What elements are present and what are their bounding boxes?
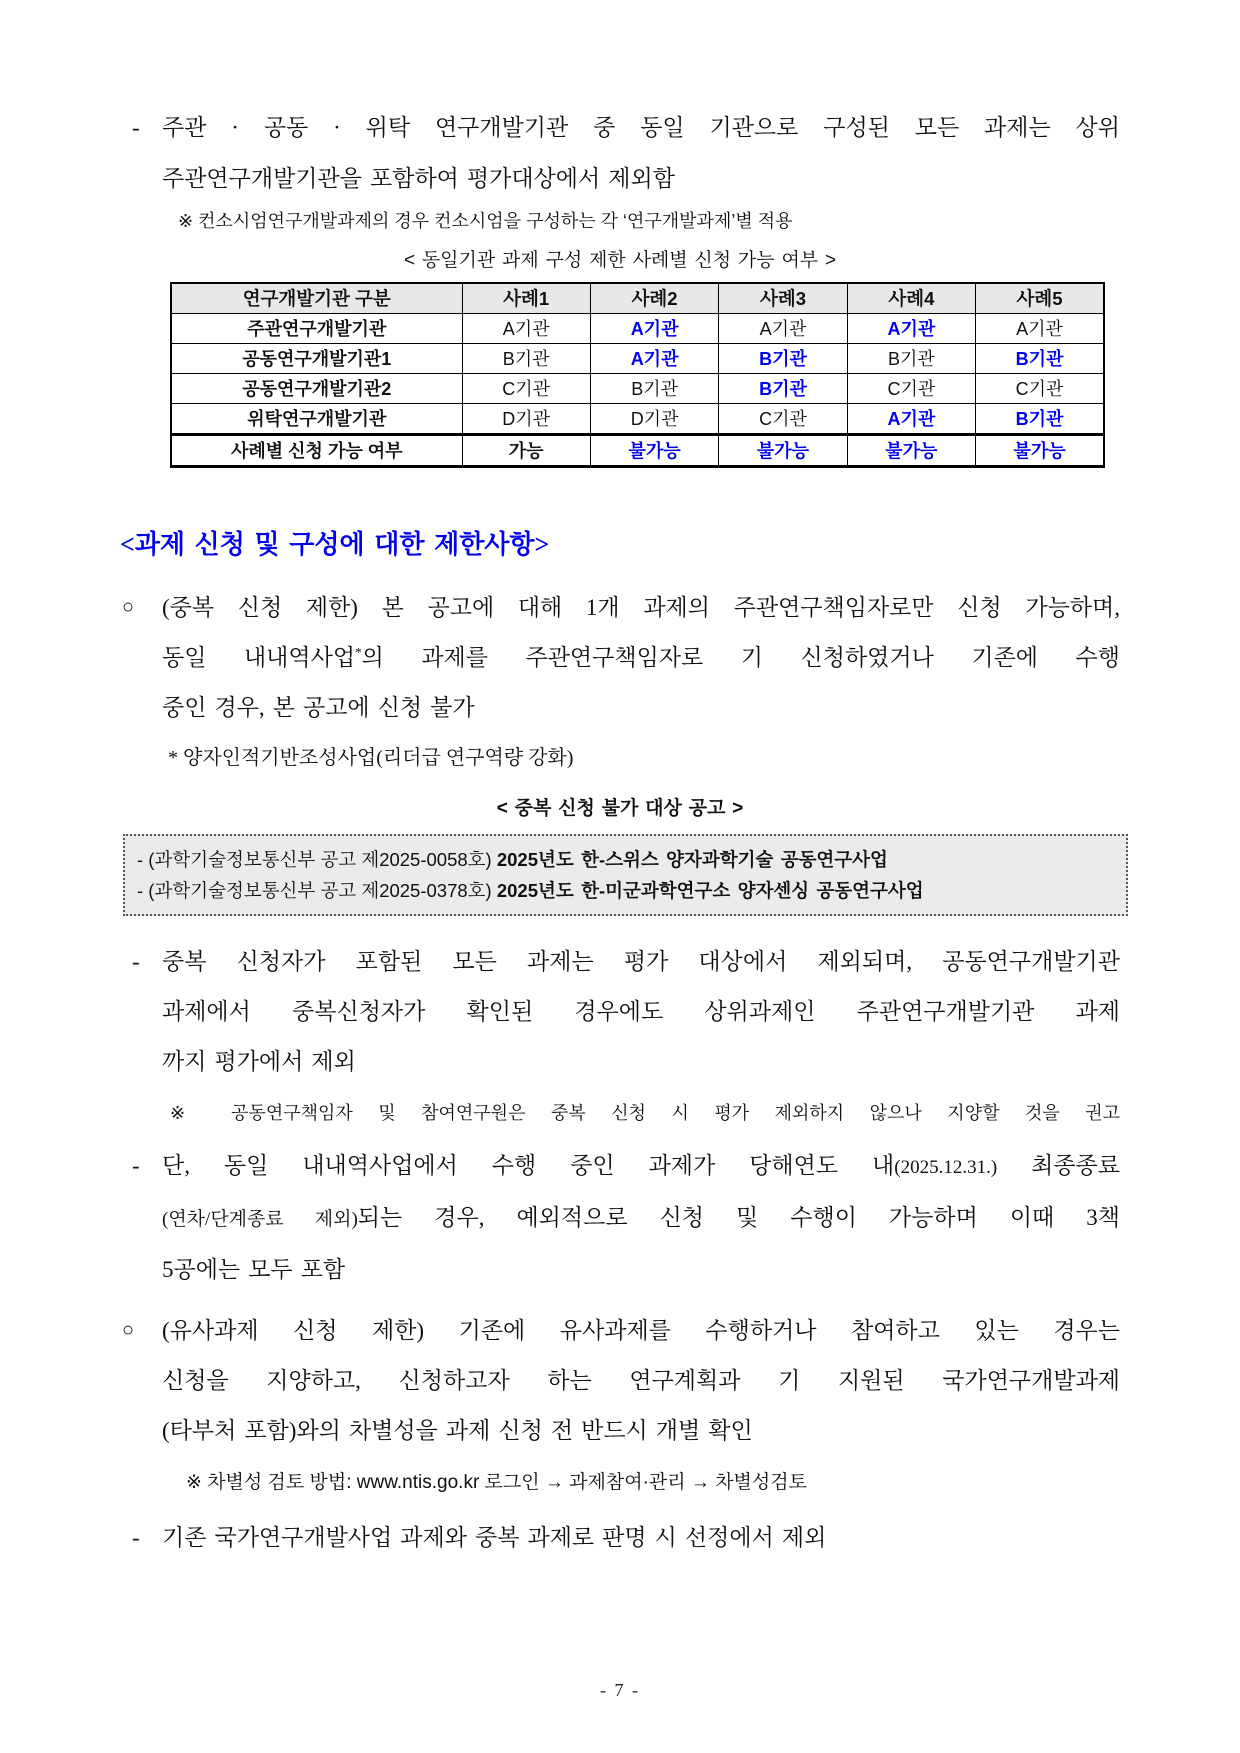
case-table-header-cell: 사례1 [462, 283, 590, 314]
exception-line-1 [162, 1150, 1120, 1183]
case-table-header-cell: 사례5 [976, 283, 1104, 314]
final-line: 기존 국가연구개발사업 과제와 중복 과제로 판명 시 선정에서 제외 [162, 1525, 827, 1550]
notice-box-title: < 중복 신청 불가 대상 공고 > [496, 798, 744, 819]
exception-line-3: 5공에는 모두 포함 [162, 1257, 346, 1282]
note-ntis-check: ※ 차별성 검토 방법: www.ntis.go.kr 로그인 → 과제참여·관리 → 차별성검토 [186, 1472, 807, 1493]
intro-line-1: 주관 · 공동 · 위탁 연구개발기관 중 동일 기관으로 구성된 모든 과제는 상위 [162, 115, 1120, 140]
dup-detail-line-1: 중복 신청자가 포함된 모든 과제는 평가 대상에서 제외되며, 공동연구개발기관 [162, 949, 1120, 974]
case-table-cell: A기관 [590, 314, 718, 344]
text-segment: 되는 경우, 예외적으로 신청 및 수행이 가능하며 이때 3책 [357, 1205, 1120, 1230]
dup-restriction-item [120, 592, 1120, 723]
section-heading-restrictions: <과제 신청 및 구성에 대한 제한사항> [120, 530, 550, 559]
circle-bullet: ○ [122, 596, 135, 618]
dash-bullet: - [132, 1153, 140, 1178]
case-table-cell: B기관 [847, 344, 975, 374]
case-table-header-cell: 사례3 [719, 283, 847, 314]
footnote-quantum-program: * 양자인적기반조성사업(리더급 연구역량 강화) [168, 747, 574, 769]
case-table-cell: B기관 [719, 374, 847, 404]
notice-program-name: 2025년도 한-미군과학연구소 양자센싱 공동연구사업 [496, 880, 924, 901]
dup-line-3: 중인 경우, 본 공고에 신청 불가 [162, 695, 475, 720]
case-table-summary-row [171, 435, 1104, 467]
page-number: - 7 - [600, 1680, 640, 1700]
case-table-row [171, 314, 1104, 344]
case-table-row [171, 344, 1104, 374]
text-segment: 최종종료 [997, 1153, 1120, 1178]
case-table-row-label: 주관연구개발기관 [171, 314, 462, 344]
case-table-header-cell: 사례4 [847, 283, 975, 314]
dup-line-1: (중복 신청 제한) 본 공고에 대해 1개 과제의 주관연구책임자로만 신청 가능하며, [162, 595, 1120, 620]
case-table-cell: B기관 [976, 404, 1104, 435]
similar-line-2: 신청을 지양하고, 신청하고자 하는 연구계획과 기 지원된 국가연구개발과제 [162, 1368, 1120, 1393]
case-table-header-cell: 연구개발기관 구분 [171, 283, 462, 314]
paren-segment: (연차/단계종료 제외) [162, 1209, 358, 1230]
case-table-cell: D기관 [462, 404, 590, 435]
dup-exception-item [120, 1150, 1120, 1285]
dup-line-2 [162, 642, 1120, 673]
dash-bullet: - [132, 949, 140, 974]
case-table-row [171, 404, 1104, 435]
exception-line-2 [162, 1202, 1120, 1235]
dup-detail-item [120, 946, 1120, 1077]
case-table-cell: A기관 [847, 314, 975, 344]
note-consortium: ※ 컨소시엄연구개발과제의 경우 컨소시엄을 구성하는 각 ‘연구개발과제’별 적용 [178, 211, 793, 231]
similar-line-3: (타부처 포함)와의 차별성을 과제 신청 전 반드시 개별 확인 [162, 1418, 753, 1443]
intro-bullet-item [120, 112, 1120, 209]
similar-line-1: (유사과제 신청 제한) 기존에 유사과제를 수행하거나 참여하고 있는 경우는 [162, 1318, 1120, 1343]
dup-detail-line-3: 까지 평가에서 제외 [162, 1049, 356, 1074]
notice-box-item [137, 844, 1114, 875]
circle-bullet: ○ [122, 1319, 135, 1341]
similar-restriction-item [120, 1315, 1120, 1446]
dash-bullet: - [132, 1525, 140, 1550]
case-table-cell: C기관 [976, 374, 1104, 404]
note-co-researcher: ※ 공동연구책임자 및 참여연구원은 중복 신청 시 평가 제외하지 않으나 지양할 것을 권고 [170, 1103, 1120, 1123]
text-segment: 의 과제를 주관연구책임자로 기 신청하였거나 기존에 수행 [361, 645, 1120, 670]
case-table-cell: B기관 [462, 344, 590, 374]
case-table-cell: B기관 [590, 374, 718, 404]
case-table-cell: D기관 [590, 404, 718, 435]
asterisk-superscript: * [355, 644, 362, 660]
case-table-cell: 불가능 [719, 435, 847, 467]
case-table-row [171, 374, 1104, 404]
text-segment: 단, 동일 내내역사업에서 수행 중인 과제가 당해연도 내 [162, 1153, 895, 1178]
case-table-title: < 동일기관 과제 구성 제한 사례별 신청 가능 여부 > [403, 250, 837, 271]
case-table-row-label: 공동연구개발기관2 [171, 374, 462, 404]
case-table-cell: A기관 [847, 404, 975, 435]
case-table-header-row [171, 283, 1104, 314]
case-table-row-label: 위탁연구개발기관 [171, 404, 462, 435]
case-table-cell: C기관 [719, 404, 847, 435]
notice-box-item [137, 875, 1114, 906]
notice-box [123, 834, 1128, 916]
case-table-cell: 불가능 [976, 435, 1104, 467]
intro-line-2: 주관연구개발기관을 포함하여 평가대상에서 제외함 [162, 166, 675, 191]
case-table-row-label: 사례별 신청 가능 여부 [171, 435, 462, 467]
case-table-cell: 불가능 [590, 435, 718, 467]
case-table-cell: C기관 [847, 374, 975, 404]
case-table-cell: A기관 [462, 314, 590, 344]
case-table-row-label: 공동연구개발기관1 [171, 344, 462, 374]
dash-bullet: - [132, 115, 140, 140]
notice-program-name: 2025년도 한-스위스 양자과학기술 공동연구사업 [496, 849, 888, 870]
case-table-cell: B기관 [976, 344, 1104, 374]
case-table-cell: B기관 [719, 344, 847, 374]
notice-prefix: - (과학기술정보통신부 공고 제2025-0378호) [137, 880, 497, 901]
case-table [170, 282, 1105, 468]
case-table-cell: A기관 [590, 344, 718, 374]
case-table-cell: 불가능 [847, 435, 975, 467]
case-table-cell: C기관 [462, 374, 590, 404]
case-table-body [171, 314, 1104, 467]
case-table-header-cell: 사례2 [590, 283, 718, 314]
notice-prefix: - (과학기술정보통신부 공고 제2025-0058호) [137, 849, 497, 870]
final-item [120, 1522, 1120, 1553]
dup-detail-line-2: 과제에서 중복신청자가 확인된 경우에도 상위과제인 주관연구개발기관 과제 [162, 999, 1120, 1024]
case-table-cell: A기관 [719, 314, 847, 344]
case-table-cell: A기관 [976, 314, 1104, 344]
text-segment: 동일 내내역사업 [162, 645, 356, 670]
date-segment: (2025.12.31.) [894, 1157, 998, 1178]
case-table-cell: 가능 [462, 435, 590, 467]
